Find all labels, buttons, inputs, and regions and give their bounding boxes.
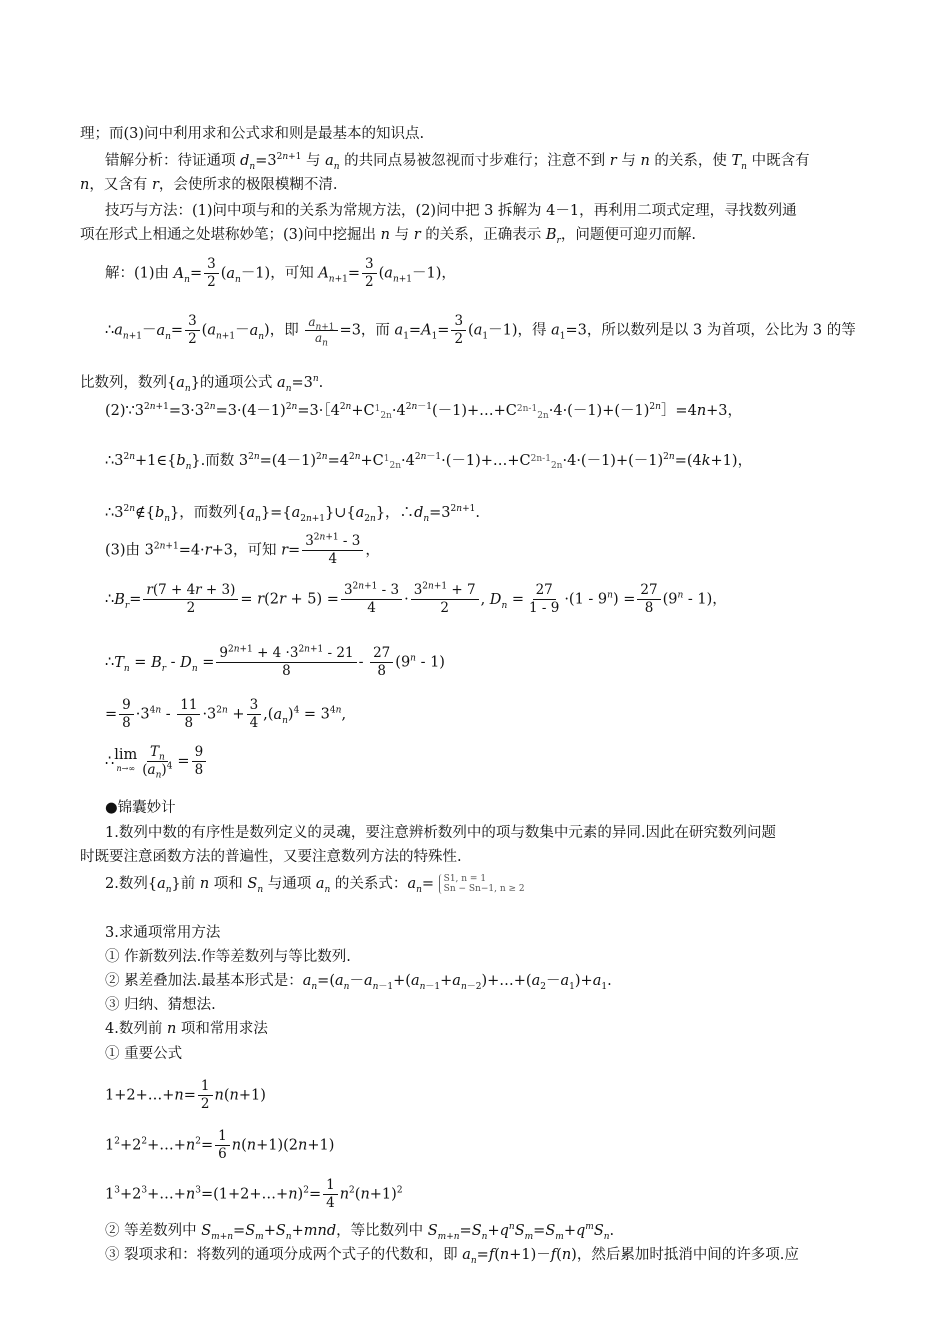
solution-line: $\therefore 3^{2n}\notin\{b_n\}$，而数列$\{a_n\}=\{a_{2n+1}\}\cup\{a_{2n}\}$，$\therefore d_n=3^{2n+1}$.	[105, 504, 480, 524]
text-line: 4.数列前 n 项和常用求法	[105, 1021, 268, 1037]
solution-line: 比数列，数列$\{a_n\}$的通项公式 $a_n=3^n$.	[80, 374, 324, 394]
solution-line: $\therefore 3^{2n}+1\in\{b_n\}$.而数 $3^{2n}=(4-1)^{2n}=4^{2n}+C^1_{2n}\cdot 4^{2n-1}\cdot(-1)+\dots+C^{2n-1}_{2n}\cdot 4\cdot(-1)+(-1)^{2n}=(4k+1)$，	[105, 452, 753, 472]
solution-line: $\therefore B_r=$ $\frac{r(7 + 4r + 3)}{2}$ = r(2r + 5) = $\frac{3^{2n+1} - 3}{4}$ · $\frac{3^{2n+1} + 7}{2}$ , $D_n$ = $\frac{27}{1 - 9}$ $\cdot(1 - 9^n)$ = $\frac{27}{8}$ (9$^n$ - 1)，	[105, 581, 727, 616]
text-line: 1.数列中数的有序性是数列定义的灵魂，要注意辨析数列中的项与数集中元素的异同.因此在研究数列问题	[105, 825, 776, 841]
solution-line: 解：(1)由 $A_n=$ $\frac{3}{2}$ $(a_n-1)$，可知 $A_{n+1}=$ $\frac{3}{2}$ $(a_{n+1}-1)$，	[105, 256, 456, 290]
text-line: ③ 裂项求和：将数列的通项分成两个式子的代数和，即 $a_n=f(n+1)-f(n)$，然后累加时抵消中间的许多项.应	[105, 1247, 799, 1266]
text-line: 技巧与方法：(1)问中项与和的关系为常规方法，(2)问中把 3 拆解为 4－1，再利用二项式定理，寻找数列通	[105, 203, 797, 219]
solution-line: ∴ lim n→∞ $\frac{T_n}{(a_n)^4}$ = $\frac{9}{8}$	[105, 744, 208, 779]
text-line: ① 重要公式	[105, 1046, 183, 1062]
solution-line: $\therefore T_n = B_r - D_n$ = $\frac{9^{2n+1} + 4 \cdot 3^{2n+1} - 21}{8}$ - $\frac{27}{8}$ (9$^n$ - 1)	[105, 644, 445, 679]
case-brace: S1, n = 1 Sn − Sn−1, n ≥ 2	[439, 874, 525, 894]
text-line: ② 累差叠加法.最基本形式是：$a_n=(a_n-a_{n-1}+(a_{n-1}+a_{n-2})+\dots+(a_2-a_1)+a_1$.	[105, 973, 612, 992]
text-line: ② 等差数列中 $S_{m+n}=S_m+S_n+mnd$，等比数列中 $S_{m+n}=S_n+q^nS_m=S_m+q^mS_n$.	[105, 1222, 615, 1242]
text-line: n，又含有 r，会使所求的极限模糊不清.	[80, 177, 338, 193]
formula-line: $1^3+2^3+\dots+n^3=(1+2+\dots+n)^2=$ $\frac{1}{4}$ $n^2(n+1)^2$	[105, 1177, 403, 1211]
solution-line: (3)由 $3^{2n+1}=4\cdot r+3$，可知 r= $\frac{3^{2n+1} - 3}{4}$ ，	[105, 532, 380, 567]
formula-line: 1+2+…+n= $\frac{1}{2}$ n(n+1)	[105, 1078, 266, 1112]
solution-line: $(2)\because 3^{2n+1}=3\cdot 3^{2n}=3\cdot(4-1)^{2n}=3\cdot[4^{2n}+C^1_{2n}\cdot 4^{2n-1}(-1)+\dots+C^{2n-1}_{2n}\cdot 4\cdot(-1)+(-1)^{2n}]=4n+3$，	[105, 402, 743, 421]
text-line: 3.求通项常用方法	[105, 925, 221, 941]
solution-line: = $\frac{9}{8}$ $\cdot 3^{4n}$ - $\frac{11}{8}$ $\cdot 3^{2n}$ + $\frac{3}{4}$ $,(a_n)^4 = 3^{4n}$,	[105, 697, 347, 731]
text-line: ③ 归纳、猜想法.	[105, 997, 216, 1013]
solution-line: $\therefore a_{n+1}-a_n=$ $\frac{3}{2}$ $(a_{n+1}-a_n)$，即 $\frac{a_{n+1}}{a_n}$ =3，而 $a_1=A_1=$ $\frac{3}{2}$ $(a_1-1)$，得 $a_1=3$，所以数列是以 3 为首项，公比为 3 的等	[105, 313, 856, 349]
text-line: 错解分析：待证通项 $d_n=3^{2n+1}$ 与 $a_n$ 的共同点易被忽视而寸步难行；注意不到 r 与 n 的关系，使 $T_n$ 中既含有	[105, 152, 810, 172]
section-heading: ●锦囊妙计	[105, 800, 176, 816]
text-line: 理；而(3)问中利用求和公式求和则是最基本的知识点.	[80, 126, 425, 142]
text-line: 时既要注意函数方法的普遍性，又要注意数列方法的特殊性.	[80, 849, 462, 865]
text-line: ① 作新数列法.作等差数列与等比数列.	[105, 949, 351, 965]
text-line: 2.数列$\{a_n\}$前 n 项和 $S_n$ 与通项 $a_n$ 的关系式：$a_n=$ S1, n = 1 Sn − Sn−1, n ≥ 2	[105, 874, 525, 895]
formula-line: $1^2+2^2+\dots+n^2=$ $\frac{1}{6}$ n(n+1)(2n+1)	[105, 1128, 335, 1162]
text-line: 项在形式上相通之处堪称妙笔；(3)问中挖掘出 n 与 r 的关系，正确表示 $B_r$，问题便可迎刃而解.	[80, 227, 696, 246]
